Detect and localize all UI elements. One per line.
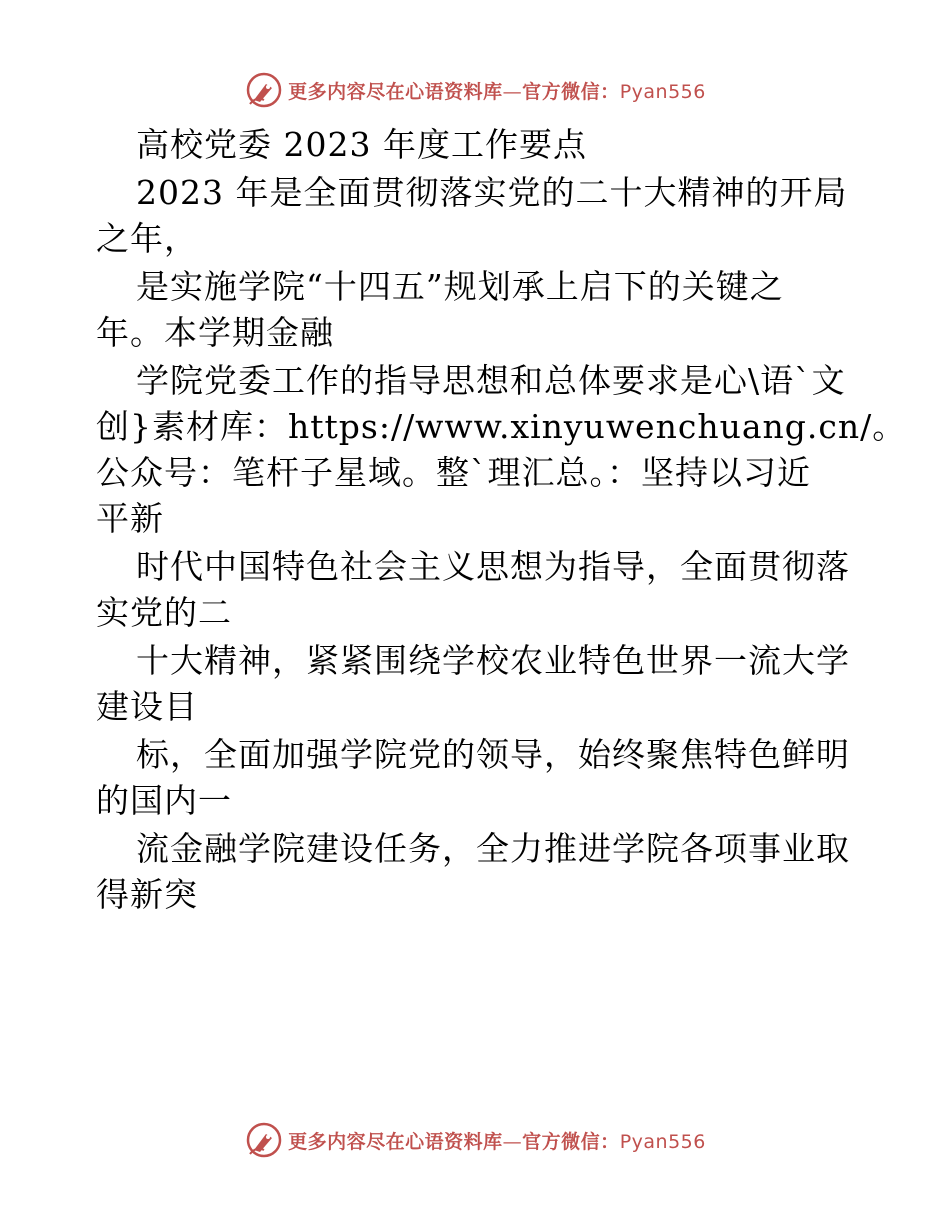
document-title: 高校党委 2023 年度工作要点 <box>136 125 587 164</box>
paragraph-line: 建设目 <box>96 687 198 726</box>
banner-wechat-id: Pyan556 <box>619 80 706 103</box>
banner-wechat-label: 官方微信： <box>522 80 620 103</box>
pen-nib-logo-icon <box>244 1120 284 1160</box>
paragraph-line: 之年， <box>96 219 198 258</box>
paragraph-line: 公众号：笔杆子星域。整`理汇总。：坚持以习近 <box>96 453 811 492</box>
paragraph-line: 创}素材库：https://www.xinyuwenchuang.cn/。 <box>96 407 907 446</box>
banner-wechat-id: Pyan556 <box>619 1130 706 1153</box>
paragraph-line: 流金融学院建设任务，全力推进学院各项事业取 <box>136 829 850 868</box>
document-body <box>96 122 907 918</box>
banner-dash: — <box>502 1130 523 1153</box>
paragraph-line: 平新 <box>96 499 164 538</box>
paragraph-line: 时代中国特色社会主义思想为指导，全面贯彻落 <box>136 547 850 586</box>
banner-dash: — <box>502 80 523 103</box>
paragraph-line: 的国内一 <box>96 781 232 820</box>
banner-text <box>288 1127 706 1154</box>
paragraph-line: 是实施学院“十四五”规划承上启下的关键之 <box>136 267 784 306</box>
pen-nib-logo-icon <box>244 70 284 110</box>
paragraph-line: 标，全面加强学院党的领导，始终聚焦特色鲜明 <box>136 735 850 774</box>
banner-wechat-label: 官方微信： <box>522 1130 620 1153</box>
paragraph-line: 十大精神，紧紧围绕学校农业特色世界一流大学 <box>136 641 850 680</box>
paragraph-line: 年。本学期金融 <box>96 313 334 352</box>
footer-banner <box>0 1118 950 1162</box>
banner-site-name: 更多内容尽在心语资料库 <box>288 80 503 103</box>
header-banner <box>0 68 950 112</box>
paragraph-line: 实党的二 <box>96 593 232 632</box>
paragraph-line: 2023 年是全面贯彻落实党的二十大精神的开局 <box>136 173 848 212</box>
paragraph-line: 得新突 <box>96 875 198 914</box>
banner-text <box>288 77 706 104</box>
banner-site-name: 更多内容尽在心语资料库 <box>288 1130 503 1153</box>
paragraph-line: 学院党委工作的指导思想和总体要求是心\语`文 <box>136 361 846 400</box>
